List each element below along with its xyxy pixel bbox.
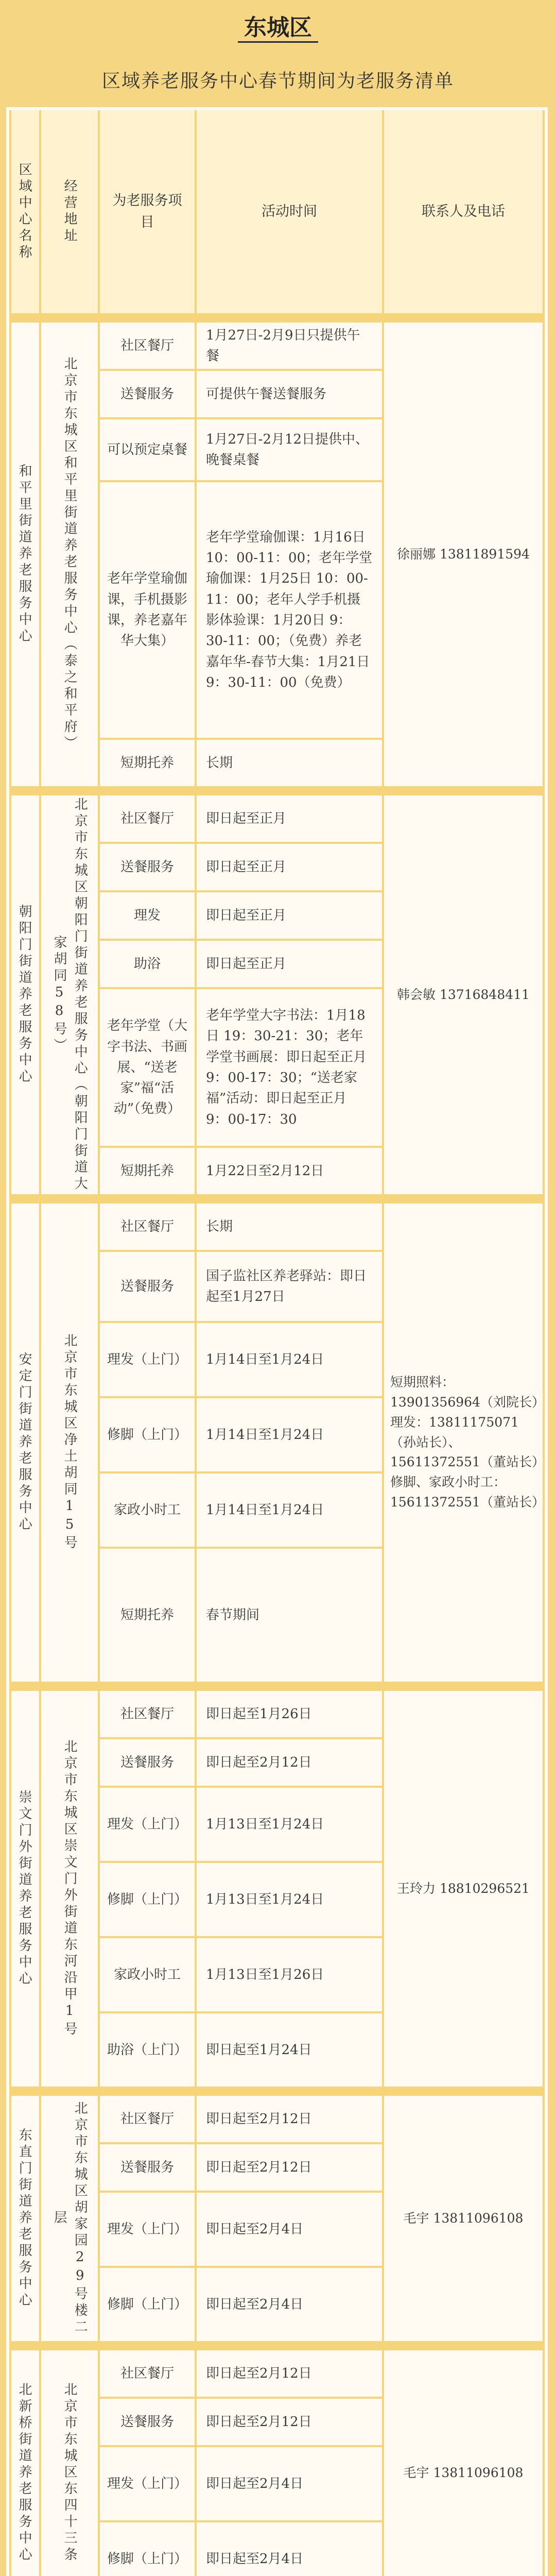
service-item: 送餐服务: [100, 2399, 197, 2447]
header: [0, 0, 556, 61]
district-title: 东城区: [238, 14, 318, 43]
service-time: 1月14日至1月24日: [197, 1473, 384, 1549]
center-contact: 毛宇 13811096108: [384, 2350, 545, 2576]
service-time: 1月13日至1月24日: [197, 1863, 384, 1938]
service-item: 短期托养: [100, 1549, 197, 1684]
service-item: 社区餐厅: [100, 1204, 197, 1252]
center-contact: 毛宇 13811096108: [384, 2096, 545, 2343]
service-time: 老年学堂大字书法：1月18日 19：30-21：30；老年学堂书画展：即日起至正月 9：00-17：30；“送老家福”活动：即日起至正月 9：00-17：30: [197, 989, 384, 1148]
service-time: 即日起至2月4日: [197, 2268, 384, 2343]
service-item: 社区餐厅: [100, 2096, 197, 2144]
header-contact: 联系人及电话: [384, 110, 545, 315]
service-item: 短期托养: [100, 1148, 197, 1196]
service-time: 即日起至正月: [197, 941, 384, 989]
center-contact: 王玲力 18810296521: [384, 1691, 545, 2089]
header-center: 区域中心名称: [9, 110, 41, 315]
service-time: 1月14日至1月24日: [197, 1398, 384, 1473]
service-item: 社区餐厅: [100, 1691, 197, 1739]
center-separator: [9, 2089, 545, 2096]
service-time: 即日起至2月12日: [197, 2096, 384, 2144]
service-time: 即日起至2月4日: [197, 2447, 384, 2522]
service-time: 春节期间: [197, 1549, 384, 1684]
service-item: 老年学堂（大字书法、书画展、“送老家”福“活动”（免费）: [100, 989, 197, 1148]
service-item: 理发（上门）: [100, 2193, 197, 2268]
service-time: 1月14日至1月24日: [197, 1323, 384, 1398]
center-address: 北京市东城区胡家园29号楼二层: [41, 2096, 100, 2343]
service-item: 送餐服务: [100, 1252, 197, 1323]
service-item: 社区餐厅: [100, 2350, 197, 2399]
service-item: 送餐服务: [100, 1739, 197, 1788]
service-table: [9, 110, 545, 2576]
header-address: 经营地址: [41, 110, 100, 315]
service-item: 送餐服务: [100, 2144, 197, 2193]
service-time: 即日起至正月: [197, 795, 384, 844]
service-item: 助浴（上门）: [100, 2013, 197, 2089]
list-subtitle: 区域养老服务中心春节期间为老服务清单: [101, 71, 454, 92]
service-item: 理发（上门）: [100, 2447, 197, 2522]
service-item: 修脚（上门）: [100, 2268, 197, 2343]
service-time: 即日起至2月12日: [197, 2144, 384, 2193]
center-address: 北京市东城区和平里街道养老服务中心（泰之和平府）: [41, 323, 100, 788]
service-time: 长期: [197, 1204, 384, 1252]
service-time: 即日起至2月12日: [197, 2350, 384, 2399]
service-time: 即日起至2月4日: [197, 2193, 384, 2268]
service-item: 老年学堂瑜伽课，手机摄影课，养老嘉年华大集）: [100, 482, 197, 740]
center-separator: [9, 788, 545, 795]
service-item: 理发（上门）: [100, 1788, 197, 1863]
center-address: 北京市东城区净土胡同15号: [41, 1204, 100, 1684]
center-contact: 短期照料：13901356964（刘院长）理发：13811175071（孙站长）、15611372551（董站长）修脚、家政小时工：15611372551（董站长）: [384, 1204, 545, 1684]
service-time: 即日起至2月12日: [197, 2399, 384, 2447]
header-item: 为老服务项目: [100, 110, 197, 315]
center-address: 北京市东城区崇文门外街道东河沿甲1号: [41, 1691, 100, 2089]
service-time: 即日起至1月24日: [197, 2013, 384, 2089]
service-item: 修脚（上门）: [100, 1863, 197, 1938]
service-item: 助浴: [100, 941, 197, 989]
header-time: 活动时间: [197, 110, 384, 315]
center-address: 北京市东城区朝阳门街道养老服务中心（朝阳门街道大家胡同58号）: [41, 795, 100, 1196]
center-separator: [9, 315, 545, 323]
service-item: 家政小时工: [100, 1938, 197, 2013]
center-separator: [9, 1196, 545, 1204]
service-time: 即日起至2月12日: [197, 1739, 384, 1788]
service-item: 理发（上门）: [100, 1323, 197, 1398]
service-item: 家政小时工: [100, 1473, 197, 1549]
service-item: 社区餐厅: [100, 795, 197, 844]
service-time: 国子监社区养老驿站：即日起至1月27日: [197, 1252, 384, 1323]
service-item: 修脚（上门）: [100, 1398, 197, 1473]
center-name: 东直门街道养老服务中心: [9, 2096, 41, 2343]
center-name: 崇文门外街道养老服务中心: [9, 1691, 41, 2089]
service-time: 1月13日至1月26日: [197, 1938, 384, 2013]
service-time: 即日起至正月: [197, 892, 384, 941]
center-separator: [9, 1684, 545, 1691]
service-time: 即日起至1月26日: [197, 1691, 384, 1739]
service-table-sheet: [6, 107, 548, 2576]
service-item: 修脚（上门）: [100, 2522, 197, 2576]
service-time: 1月22日至2月12日: [197, 1148, 384, 1196]
center-contact: 徐丽娜 13811891594: [384, 323, 545, 788]
service-time: 1月27日-2月12日提供中、晚餐桌餐: [197, 419, 384, 482]
service-time: 1月27日-2月9日只提供午餐: [197, 323, 384, 371]
center-contact: 韩会敏 13716848411: [384, 795, 545, 1196]
table-left-border: [9, 110, 11, 2576]
center-name: 北新桥街道养老服务中心: [9, 2350, 41, 2576]
center-name: 安定门街道养老服务中心: [9, 1204, 41, 1684]
service-time: 即日起至2月4日: [197, 2522, 384, 2576]
service-time: 长期: [197, 740, 384, 788]
service-time: 即日起至正月: [197, 844, 384, 892]
center-separator: [9, 2343, 545, 2350]
service-time: 1月13日至1月24日: [197, 1788, 384, 1863]
center-address: 北京市东城区东四十三条: [41, 2350, 100, 2576]
center-name: 朝阳门街道养老服务中心: [9, 795, 41, 1196]
center-name: 和平里街道养老服务中心: [9, 323, 41, 788]
service-time: 老年学堂瑜伽课：1月16日 10：00-11：00；老年学堂瑜伽课：1月25日 10：00-11：00；老年人学手机摄影体验课：1月20日 9：30-11：00；（免费）养老嘉年华-春节大集：1月21日 9：30-11：00（免费）: [197, 482, 384, 740]
service-item: 送餐服务: [100, 371, 197, 419]
service-item: 社区餐厅: [100, 323, 197, 371]
service-item: 短期托养: [100, 740, 197, 788]
service-time: 可提供午餐送餐服务: [197, 371, 384, 419]
service-item: 理发: [100, 892, 197, 941]
service-item: 送餐服务: [100, 844, 197, 892]
service-item: 可以预定桌餐: [100, 419, 197, 482]
